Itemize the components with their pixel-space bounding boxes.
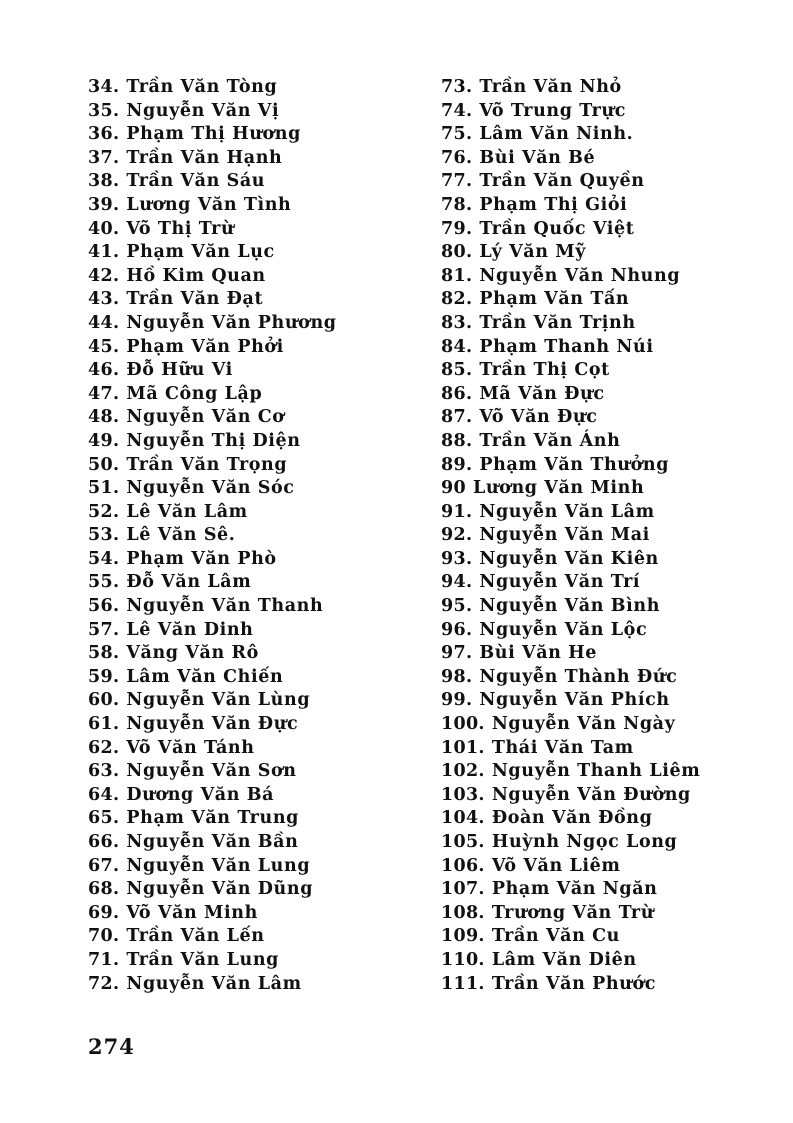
list-item: [88, 878, 418, 902]
entry-number: 76.: [441, 147, 473, 168]
entry-name: Nguyễn Văn Ngày: [491, 714, 676, 735]
entry-name: Nguyễn Văn Bần: [126, 832, 299, 852]
list-item: [441, 241, 771, 265]
list-item: [441, 831, 771, 855]
list-item: [88, 760, 418, 784]
entry-number: 57.: [88, 619, 120, 640]
entry-number: 39.: [88, 194, 120, 215]
entry-name: Nguyễn Văn Đường: [491, 784, 691, 805]
entry-number: 88.: [441, 430, 473, 451]
entry-name: Nguyễn Văn Bình: [479, 596, 661, 617]
list-item: [88, 430, 418, 454]
list-item: [88, 288, 418, 312]
list-item: [441, 454, 771, 478]
entry-number: 90: [441, 478, 466, 499]
list-item: [441, 288, 771, 312]
entry-number: 92.: [441, 525, 473, 546]
entry-number: 77.: [441, 171, 473, 192]
list-item: [88, 100, 418, 124]
list-item: [441, 336, 771, 360]
entry-number: 94.: [441, 572, 473, 593]
entry-name: Phạm Văn Phởi: [126, 336, 284, 357]
list-item: [441, 123, 771, 147]
entry-number: 73.: [441, 77, 473, 97]
list-item: [88, 265, 418, 289]
list-item: [88, 170, 418, 194]
list-item: [88, 642, 418, 666]
list-item: [88, 666, 418, 690]
list-item: [441, 548, 771, 572]
entry-name: Nguyễn Văn Kiên: [479, 548, 659, 569]
entry-number: 103.: [441, 784, 485, 805]
entry-number: 95.: [441, 596, 473, 617]
entry-number: 42.: [88, 265, 120, 286]
list-item: [88, 571, 418, 595]
entry-name: Võ Thị Trừ: [126, 218, 235, 239]
list-item: [88, 524, 418, 548]
list-item: [88, 949, 418, 973]
list-item: [441, 619, 771, 643]
entry-number: 58.: [88, 643, 120, 664]
entry-number: 100.: [441, 714, 485, 735]
entry-number: 85.: [441, 360, 473, 381]
entry-number: 47.: [88, 383, 120, 404]
list-item: [88, 807, 418, 831]
entry-name: Nguyễn Văn Đực: [126, 714, 299, 735]
entry-name: Trần Văn Lến: [126, 926, 265, 947]
entry-name: Nguyễn Văn Vị: [126, 100, 280, 121]
list-item: [441, 784, 771, 808]
list-item: [88, 713, 418, 737]
list-item: [88, 406, 418, 430]
entry-number: 45.: [88, 336, 120, 357]
entry-number: 49.: [88, 430, 120, 451]
entry-name: Nguyễn Thị Diện: [126, 430, 301, 451]
page-number: 274: [88, 1034, 135, 1059]
entry-name: Trần Văn Lung: [126, 949, 280, 970]
list-item: [88, 454, 418, 478]
entry-number: 98.: [441, 666, 473, 687]
entry-name: Nguyễn Văn Lâm: [479, 501, 655, 522]
entry-number: 110.: [441, 949, 485, 970]
list-item: [441, 218, 771, 242]
entry-name: Văng Văn Rô: [126, 643, 259, 664]
entry-name: Nguyễn Văn Sơn: [126, 761, 297, 782]
entry-number: 52.: [88, 501, 120, 522]
entry-number: 60.: [88, 690, 120, 711]
entry-number: 96.: [441, 619, 473, 640]
entry-number: 80.: [441, 242, 473, 263]
list-item: [88, 218, 418, 242]
entry-number: 99.: [441, 690, 473, 711]
list-item: [88, 241, 418, 265]
list-item: [441, 642, 771, 666]
list-item: [441, 147, 771, 171]
entry-number: 54.: [88, 548, 120, 569]
entry-number: 62.: [88, 737, 120, 758]
entry-number: 104.: [441, 808, 485, 829]
list-item: [441, 383, 771, 407]
name-list-right-column: [441, 76, 771, 996]
list-item: [88, 925, 418, 949]
list-item: [441, 666, 771, 690]
entry-name: Phạm Thị Giỏi: [479, 194, 628, 215]
entry-name: Phạm Thị Hương: [126, 124, 301, 145]
entry-name: Mã Công Lập: [126, 383, 263, 404]
entry-number: 82.: [441, 289, 473, 310]
entry-number: 66.: [88, 832, 120, 852]
entry-name: Võ Văn Minh: [126, 902, 258, 923]
entry-name: Lương Văn Minh: [472, 478, 645, 499]
entry-number: 36.: [88, 124, 120, 145]
entry-name: Lâm Văn Diên: [491, 949, 637, 970]
list-item: [441, 501, 771, 525]
entry-name: Đỗ Hữu Vi: [126, 360, 233, 381]
list-item: [88, 383, 418, 407]
entry-number: 106.: [441, 855, 485, 876]
entry-name: Lâm Văn Chiến: [126, 666, 284, 687]
list-item: [441, 477, 771, 501]
entry-number: 37.: [88, 147, 120, 168]
list-item: [88, 831, 418, 855]
list-item: [88, 312, 418, 336]
entry-number: 107.: [441, 879, 485, 900]
entry-number: 87.: [441, 407, 473, 428]
entry-name: Nguyễn Văn Sóc: [126, 478, 295, 499]
entry-number: 38.: [88, 171, 120, 192]
list-item: [441, 359, 771, 383]
entry-number: 101.: [441, 737, 485, 758]
entry-name: Huỳnh Ngọc Long: [491, 832, 678, 852]
entry-number: 74.: [441, 100, 473, 121]
entry-name: Nguyễn Thành Đức: [479, 666, 678, 687]
entry-name: Phạm Văn Thưởng: [479, 454, 670, 475]
entry-number: 35.: [88, 100, 120, 121]
entry-name: Võ Trung Trực: [479, 100, 626, 121]
entry-name: Đoàn Văn Đồng: [491, 808, 653, 829]
entry-number: 48.: [88, 407, 120, 428]
entry-number: 40.: [88, 218, 120, 239]
entry-number: 75.: [441, 124, 473, 145]
entry-number: 59.: [88, 666, 120, 687]
list-item: [441, 713, 771, 737]
entry-number: 111.: [441, 973, 485, 994]
entry-name: Phạm Văn Lục: [126, 242, 275, 263]
entry-number: 81.: [441, 265, 473, 286]
entry-number: 91.: [441, 501, 473, 522]
entry-name: Trần Thị Cọt: [479, 360, 610, 381]
entry-name: Nguyễn Văn Nhung: [479, 265, 681, 286]
entry-number: 34.: [88, 77, 120, 97]
entry-name: Nguyễn Văn Lùng: [126, 690, 311, 711]
list-item: [441, 925, 771, 949]
list-item: [88, 123, 418, 147]
entry-name: Phạm Thanh Núi: [479, 336, 654, 357]
entry-name: Mã Văn Đực: [479, 383, 605, 404]
entry-number: 69.: [88, 902, 120, 923]
entry-name: Phạm Văn Trung: [126, 808, 299, 829]
list-item: [441, 760, 771, 784]
list-item: [441, 265, 771, 289]
entry-name: Trần Văn Sáu: [126, 171, 266, 192]
list-item: [441, 312, 771, 336]
entry-name: Võ Văn Đực: [479, 407, 598, 428]
list-item: [441, 524, 771, 548]
entry-number: 71.: [88, 949, 120, 970]
list-item: [441, 737, 771, 761]
entry-name: Đỗ Văn Lâm: [126, 572, 252, 593]
list-item: [441, 170, 771, 194]
entry-number: 64.: [88, 784, 120, 805]
list-item: [441, 689, 771, 713]
entry-number: 84.: [441, 336, 473, 357]
list-item: [441, 902, 771, 926]
list-item: [441, 100, 771, 124]
entry-name: Dương Văn Bá: [126, 784, 275, 805]
entry-number: 56.: [88, 596, 120, 617]
entry-number: 72.: [88, 973, 120, 994]
entry-name: Phạm Văn Tấn: [479, 289, 630, 310]
name-list-left-column: [88, 76, 418, 996]
entry-name: Nguyễn Văn Cơ: [126, 407, 285, 428]
list-item: [88, 973, 418, 997]
entry-name: Trần Văn Đạt: [126, 289, 264, 310]
entry-name: Trần Văn Tòng: [126, 77, 278, 97]
list-item: [441, 194, 771, 218]
list-item: [88, 194, 418, 218]
entry-number: 43.: [88, 289, 120, 310]
entry-name: Lê Văn Sê.: [126, 525, 236, 546]
entry-number: 68.: [88, 879, 120, 900]
entry-name: Phạm Văn Phò: [126, 548, 277, 569]
list-item: [441, 406, 771, 430]
entry-name: Lâm Văn Ninh.: [479, 124, 634, 145]
entry-name: Võ Văn Tánh: [126, 737, 255, 758]
entry-name: Hồ Kim Quan: [126, 265, 266, 286]
entry-name: Trương Văn Trừ: [491, 902, 655, 923]
list-item: [88, 336, 418, 360]
list-item: [441, 949, 771, 973]
list-item: [88, 855, 418, 879]
list-item: [441, 571, 771, 595]
entry-name: Trần Văn Nhỏ: [479, 77, 622, 97]
entry-name: Phạm Văn Ngăn: [491, 879, 658, 900]
list-item: [441, 595, 771, 619]
list-item: [441, 973, 771, 997]
entry-name: Nguyễn Văn Lâm: [126, 973, 302, 994]
entry-name: Nguyễn Văn Phương: [126, 312, 337, 333]
list-item: [441, 430, 771, 454]
entry-name: Trần Văn Ánh: [479, 430, 621, 451]
entry-name: Trần Văn Quyền: [479, 171, 645, 192]
entry-name: Võ Văn Liêm: [491, 855, 621, 876]
entry-number: 61.: [88, 714, 120, 735]
list-item: [88, 737, 418, 761]
entry-number: 93.: [441, 548, 473, 569]
entry-number: 44.: [88, 312, 120, 333]
entry-name: Trần Văn Cu: [491, 926, 620, 947]
list-item: [88, 548, 418, 572]
entry-number: 86.: [441, 383, 473, 404]
entry-name: Nguyễn Văn Lung: [126, 855, 311, 876]
entry-number: 78.: [441, 194, 473, 215]
entry-name: Nguyễn Văn Trí: [479, 572, 641, 593]
entry-name: Trần Quốc Việt: [479, 218, 635, 239]
entry-number: 46.: [88, 360, 120, 381]
entry-name: Lương Văn Tình: [126, 194, 292, 215]
entry-name: Bùi Văn Bé: [479, 147, 596, 168]
entry-number: 67.: [88, 855, 120, 876]
list-item: [441, 878, 771, 902]
entry-number: 53.: [88, 525, 120, 546]
entry-name: Nguyễn Văn Dũng: [126, 879, 314, 900]
list-item: [88, 147, 418, 171]
list-item: [88, 784, 418, 808]
entry-number: 109.: [441, 926, 485, 947]
entry-number: 79.: [441, 218, 473, 239]
entry-name: Lê Văn Lâm: [126, 501, 248, 522]
entry-number: 108.: [441, 902, 485, 923]
entry-number: 41.: [88, 242, 120, 263]
entry-name: Trần Văn Trọng: [126, 454, 288, 475]
entry-name: Lý Văn Mỹ: [479, 242, 586, 263]
entry-number: 70.: [88, 926, 120, 947]
list-item: [88, 359, 418, 383]
list-item: [88, 619, 418, 643]
entry-name: Bùi Văn He: [479, 643, 598, 664]
entry-name: Trần Văn Trịnh: [479, 312, 636, 333]
list-item: [441, 76, 771, 100]
entry-number: 83.: [441, 312, 473, 333]
list-item: [441, 807, 771, 831]
list-item: [88, 477, 418, 501]
entry-name: Trần Văn Phước: [491, 973, 657, 994]
entry-name: Thái Văn Tam: [491, 737, 634, 758]
entry-name: Nguyễn Văn Thanh: [126, 596, 324, 617]
entry-number: 51.: [88, 478, 120, 499]
entry-name: Nguyễn Văn Phích: [479, 690, 670, 711]
entry-number: 89.: [441, 454, 473, 475]
list-item: [441, 855, 771, 879]
entry-number: 63.: [88, 761, 120, 782]
entry-number: 105.: [441, 832, 485, 852]
entry-number: 50.: [88, 454, 120, 475]
list-item: [88, 689, 418, 713]
list-item: [88, 501, 418, 525]
entry-number: 55.: [88, 572, 120, 593]
entry-number: 102.: [441, 761, 485, 782]
entry-name: Nguyễn Thanh Liêm: [491, 761, 701, 782]
entry-number: 65.: [88, 808, 120, 829]
entry-name: Lê Văn Dinh: [126, 619, 254, 640]
list-item: [88, 76, 418, 100]
entry-name: Nguyễn Văn Mai: [479, 525, 650, 546]
entry-name: Nguyễn Văn Lộc: [479, 619, 648, 640]
list-item: [88, 595, 418, 619]
list-item: [88, 902, 418, 926]
entry-name: Trần Văn Hạnh: [126, 147, 283, 168]
entry-number: 97.: [441, 643, 473, 664]
